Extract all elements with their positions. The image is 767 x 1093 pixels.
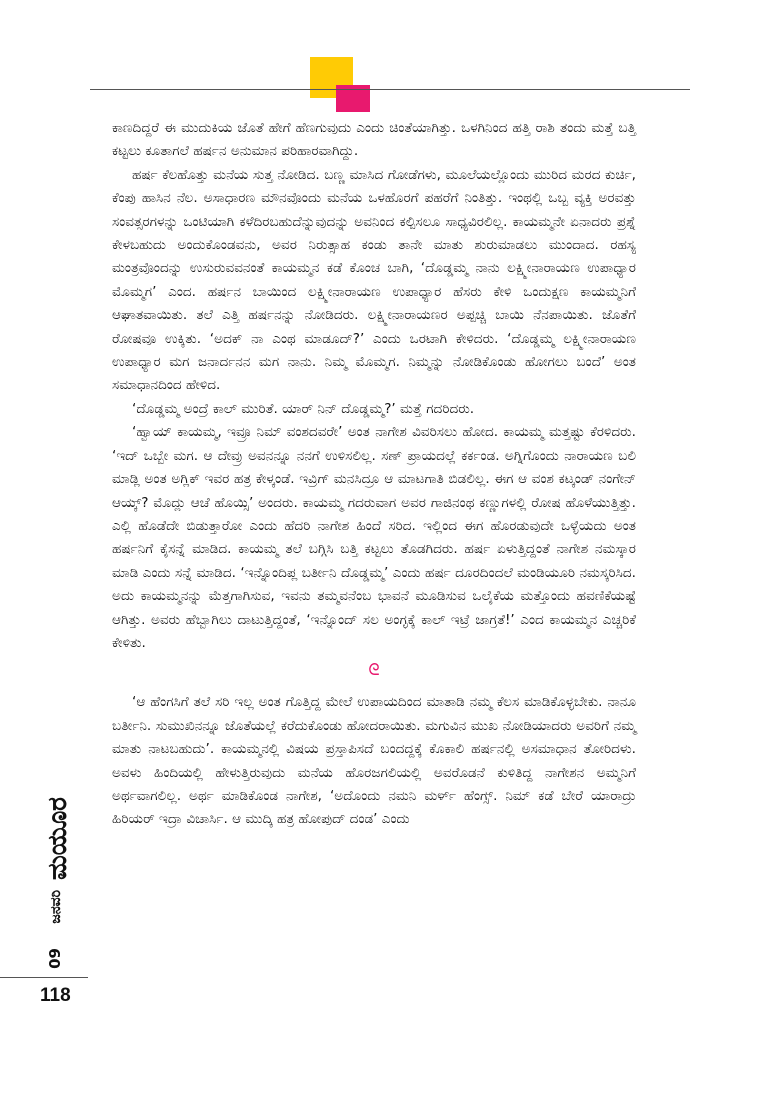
section-divider-icon: ᘓ xyxy=(368,660,380,680)
paragraph: ‘ಹ್ವಾಯ್ ಕಾಯಮ್ಮ, ಇವ್ರೂ ನಿಮ್ ವಂಶದವರೇ’ ಅಂತ ನಾಗೇಶ ವಿವರಿಸಲು ಹೋದ. ಕಾಯಮ್ಮ ಮತ್ತಷ್ಟು ಕೆರಳಿದರು. ‘ಇದ್ ಒಬ್ಬೇ ಮಗ. ಆ ದೇವ್ರು ಅವನನ್ನೂ ನನಗೆ ಉಳಿಸಲಿಲ್ಲ. ಸಣ್ ಪ್ರಾಯದಲ್ಲೆ ಕರ್ಕಂಡ. ಅಗ್ನಿಗೊಂದು ನಾರಾಯಣ ಬಲಿ ಮಾಡ್ಲಿ ಅಂತ ಅಗ್ಲಿಕ್ ಇವರ ಹತ್ರ ಕೇಳ್ಕಂಡೆ. ಇವ್ರಿಗ್ ಮನಸಿದ್ರೂ ಆ ಮಾಟಗಾತಿ ಬಿಡಲಿಲ್ಲ. ಈಗ ಆ ವಂಶ ಕಟ್ಕಂಡ್ ನಂಗೇನ್ ಆಯ್ಕ್? ಮೊದ್ಲು ಆಚೆ ಹೊಯ್ಸಿ’ ಅಂದರು. ಕಾಯಮ್ಮ ಗದರುವಾಗ ಅವರ ಗಾಜಿನಂಥ ಕಣ್ಣುಗಳಲ್ಲಿ ರೋಷ ಹೊಳೆಯುತ್ತಿತ್ತು. ಎಲ್ಲಿ ಹೊಡೆದೇ ಬಿಡುತ್ತಾರೋ ಎಂದು ಹೆದರಿ ನಾಗೇಶ ಹಿಂದೆ ಸರಿದ. ಇಲ್ಲಿಂದ ಈಗ ಹೊರಡುವುದೇ ಒಳ್ಳೆಯದು ಅಂತ ಹರ್ಷನಿಗೆ ಕೈಸನ್ನೆ ಮಾಡಿದ. ಕಾಯಮ್ಮ ತಲೆ ಬಗ್ಗಿಸಿ ಬತ್ತಿ ಕಟ್ಟಲು ತೊಡಗಿದರು. ಹರ್ಷ ಏಳುತ್ತಿದ್ದಂತೆ ನಾಗೇಶ ನಮಸ್ಕಾರ ಮಾಡಿ ಎಂದು ಸನ್ನೆ ಮಾಡಿದ. ‘ಇನ್ನೊಂದಿಪ್ಲ ಬರ್ತೀನಿ ದೊಡ್ಡಮ್ಮ’ ಎಂದು ಹರ್ಷ ದೂರದಿಂದಲೆ ಮಂಡಿಯೂರಿ ನಮಸ್ಕರಿಸಿದ. ಅದು ಕಾಯಮ್ಮನನ್ನು ಮೆತ್ತಗಾಗಿಸುವ, ಇವನು ತಮ್ಮವನೆಂಬ ಭಾವನೆ ಮೂಡಿಸುವ ಒಲೈಕೆಯ ಮತ್ತೊಂದು ಹವಣಿಕೆಯಷ್ಟೆ ಆಗಿತ್ತು. ಅವರು ಹೆಬ್ಬಾಗಿಲು ದಾಟುತ್ತಿದ್ದಂತೆ, ‘ಇನ್ನೊಂದ್ ಸಲ ಅಂಗ್ಳಕ್ಕೆ ಕಾಲ್ ಇಟ್ರೆ ಜಾಗ್ರತೆ!’ ಎಂದ ಕಾಯಮ್ಮನ ಎಚ್ಚರಿಕೆ ಕೇಳಿತು. xyxy=(112,424,636,651)
issue-year: 09 xyxy=(46,948,64,969)
page-number: 118 xyxy=(40,985,71,1006)
header-rule xyxy=(90,89,690,90)
paragraph: ಹರ್ಷ ಕೆಲಹೊತ್ತು ಮನೆಯ ಸುತ್ತ ನೋಡಿದ. ಬಣ್ಣ ಮಾಸಿದ ಗೋಡೆಗಳು, ಮೂಲೆಯಲ್ಲೊಂದು ಮುರಿದ ಮರದ ಕುರ್ಚಿ, ಕೆಂಪು ಹಾಸಿನ ನೆಲ. ಅಸಾಧಾರಣ ಮೌನವೊಂದು ಮನೆಯ ಒಳಹೊರಗೆ ಪಹರೆಗೆ ನಿಂತಿತ್ತು. ಇಂಥಲ್ಲಿ ಒಬ್ಬ ವ್ಯಕ್ತಿ ಅರವತ್ತು ಸಂವತ್ಸರಗಳನ್ನು ಒಂಟಿಯಾಗಿ ಕಳೆದಿರಬಹುದೆನ್ನುವುದನ್ನು ಅವನಿಂದ ಕಲ್ಪಿಸಲೂ ಸಾಧ್ಯವಿರಲಿಲ್ಲ. ಕಾಯಮ್ಮನೇ ಏನಾದರು ಪ್ರಶ್ನೆ ಕೇಳಬಹುದು ಅಂದುಕೊಂಡವನು, ಅವರ ನಿರುತ್ಸಾಹ ಕಂಡು ತಾನೇ ಮಾತು ಶುರುಮಾಡಲು ಮುಂದಾದ. ರಹಸ್ಯ ಮಂತ್ರವೊಂದನ್ನು ಉಸುರುವವನಂತೆ ಕಾಯಮ್ಮನ ಕಡೆ ಕೊಂಚ ಬಾಗಿ, ‘ದೊಡ್ಡಮ್ಮ ನಾನು ಲಕ್ಷ್ಮೀನಾರಾಯಣ ಉಪಾಧ್ಯಾರ ಮೊಮ್ಮಗ’ ಎಂದ. ಹರ್ಷನ ಬಾಯಿಂದ ಲಕ್ಷ್ಮೀನಾರಾಯಣ ಉಪಾಧ್ಯಾರ ಹೆಸರು ಕೇಳಿ ಒಂದುಕ್ಷಣ ಕಾಯಮ್ಮನಿಗೆ ಆಘಾತವಾಯಿತು. ತಲೆ ಎತ್ತಿ ಹರ್ಷನನ್ನು ನೋಡಿದರು. ಲಕ್ಷ್ಮೀನಾರಾಯಣರ ಅಪ್ಪಚ್ಚಿ ಬಾಯಿ ನೆನಪಾಯಿತು. ಜೊತೆಗೆ ರೋಷವೂ ಉಕ್ಕಿತು. ‘ಅದಕ್ ನಾ ಎಂಥ ಮಾಡೂದ್?’ ಎಂದು ಒರಟಾಗಿ ಕೇಳಿದರು. ‘ದೊಡ್ಡಮ್ಮ ಲಕ್ಷ್ಮೀನಾರಾಯಣ ಉಪಾಧ್ಯಾರ ಮಗ ಜನಾರ್ದನನ ಮಗ ನಾನು. ನಿಮ್ಮ ಮೊಮ್ಮಗ. ನಿಮ್ಮನ್ನು ನೋಡಿಕೊಂಡು ಹೋಗಲು ಬಂದೆ’ ಅಂತ ಸಮಾಧಾನದಿಂದ ಹೇಳಿದ. xyxy=(112,166,636,394)
magazine-name: ಮಯೂರ xyxy=(43,797,73,880)
issue-month: ಜನವರಿ xyxy=(48,890,64,924)
paragraph: ಕಾಣದಿದ್ದರೆ ಈ ಮುದುಕಿಯ ಜೊತೆ ಹೇಗೆ ಹೆಣಗುವುದು ಎಂದು ಚಿಂತೆಯಾಗಿತ್ತು. ಒಳಗಿನಿಂದ ಹತ್ತಿ ರಾಶಿ ತಂದು ಮತ್ತೆ ಬತ್ತಿ ಕಟ್ಟಲು ಕೂತಾಗಲೆ ಹರ್ಷನ ಅನುಮಾನ ಪರಿಹಾರವಾಗಿದ್ದು. xyxy=(112,120,636,160)
article-body xyxy=(112,117,636,832)
paragraph: ‘ದೊಡ್ಡಮ್ಮ ಅಂದ್ರೆ ಕಾಲ್ ಮುರಿತೆ. ಯಾರ್ ನಿನ್ ದೊಡ್ಡಮ್ಮ?’ ಮತ್ತೆ ಗದರಿದರು. xyxy=(132,400,475,417)
paragraph: ‘ಆ ಹೆಂಗಸಿಗೆ ತಲೆ ಸರಿ ಇಲ್ಲ ಅಂತ ಗೊತ್ತಿದ್ದ ಮೇಲೆ ಉಪಾಯದಿಂದ ಮಾತಾಡಿ ನಮ್ಮ ಕೆಲಸ ಮಾಡಿಕೊಳ್ಳಬೇಕು. ನಾನೂ ಬರ್ತೀನಿ. ಸುಮುಖಿನನ್ನೂ ಜೊತೆಯಲ್ಲೆ ಕರೆದುಕೊಂಡು ಹೋದರಾಯಿತು. ಮಗುವಿನ ಮುಖ ನೋಡಿಯಾದರು ಅವರಿಗೆ ನಮ್ಮ ಮಾತು ನಾಟಬಹುದು’. ಕಾಯಮ್ಮನಲ್ಲಿ ವಿಷಯ ಪ್ರಸ್ತಾಪಿಸದೆ ಬಂದದ್ದಕ್ಕೆ ಕೊಕಾಲಿ ಹರ್ಷನಲ್ಲಿ ಅಸಮಾಧಾನ ತೋರಿದಳು. ಅವಳು ಹಿಂದಿಯಲ್ಲಿ ಹೇಳುತ್ತಿರುವುದು ಮನೆಯ ಹೊರಜಗಲಿಯಲ್ಲಿ ಅವರೊಡನೆ ಕುಳಿತಿದ್ದ ನಾಗೇಶನ ಅಮ್ಮನಿಗೆ ಅರ್ಥವಾಗಲಿಲ್ಲ. ಅರ್ಥ ಮಾಡಿಕೊಂಡ ನಾಗೇಶ, ‘ಅದೊಂದು ನಮನಿ ಮರ್ಳ್ ಹೆಂಗ್ಸ್. ನಿಮ್ ಕಡೆ ಬೇರೆ ಯಾರಾದ್ರು ಹಿರಿಯರ್ ಇದ್ರಾ ವಿಚಾರ್ಸಿ. ಆ ಮುದ್ಕಿ ಹತ್ರ ಹೋಪುದ್ ದಂಡ’ ಎಂದು xyxy=(112,694,636,828)
magazine-side-branding xyxy=(28,797,88,980)
footer-rule xyxy=(0,977,88,978)
